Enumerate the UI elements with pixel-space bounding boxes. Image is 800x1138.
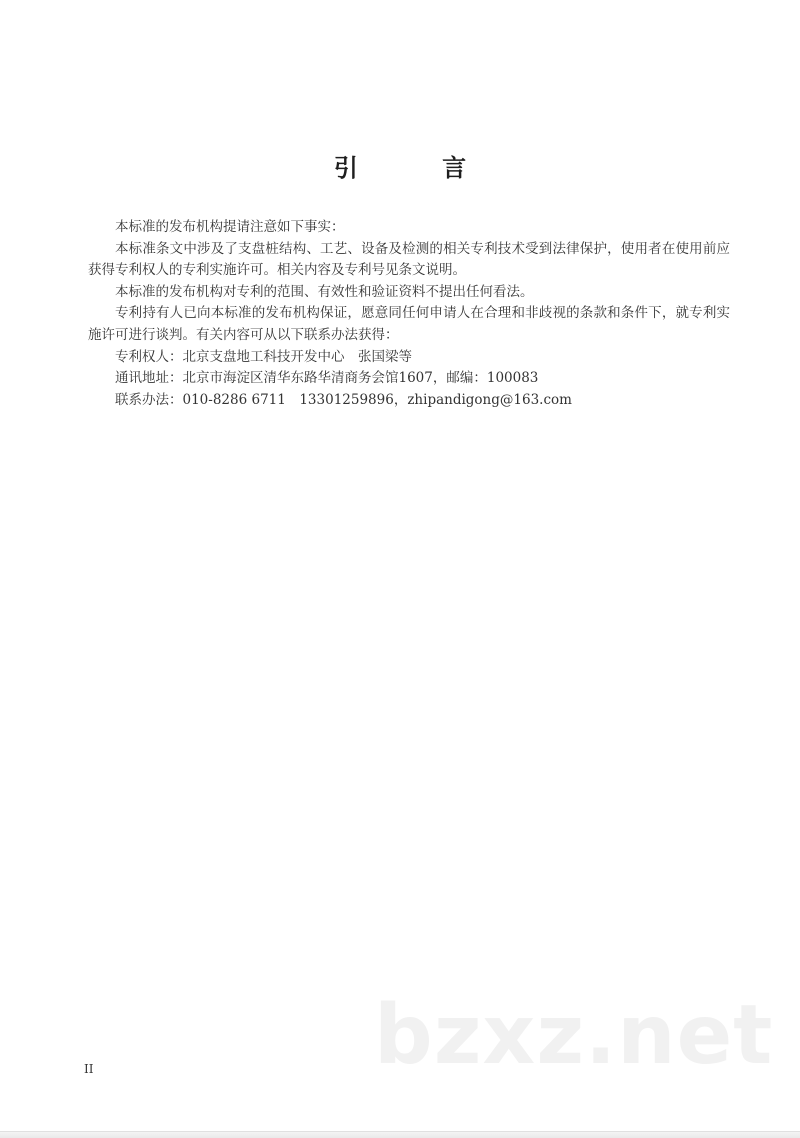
- paragraph-notice: 本标准的发布机构提请注意如下事实：: [115, 219, 345, 235]
- paragraph-contact: 联系办法：010-8286 6711 13301259896，zhipandigong@163.com: [115, 391, 572, 408]
- page-title: 引 言: [333, 154, 505, 182]
- paragraph-licensing: 专利持有人已向本标准的发布机构保证，愿意同任何申请人在合理和非歧视的条款和条件下，就专利实施许可进行谈判。有关内容可从以下联系办法获得：: [88, 305, 730, 343]
- paragraph-address: 通讯地址：北京市海淀区清华东路华清商务会馆1607，邮编：100083: [115, 370, 539, 387]
- body-text: [88, 217, 730, 411]
- paragraph-no-position: 本标准的发布机构对专利的范围、有效性和验证资料不提出任何看法。: [115, 283, 534, 300]
- paragraph-patent-holder: 专利权人：北京支盘地工科技开发中心 张国梁等: [115, 348, 412, 365]
- paragraph-patent-scope: 本标准条文中涉及了支盘桩结构、工艺、设备及检测的相关专利技术受到法律保护，使用者在使用前应获得专利权人的专利实施许可。相关内容及专利号见条文说明。: [88, 240, 730, 279]
- page-number: II: [84, 1062, 94, 1076]
- watermark: bzxz.net: [374, 988, 774, 1083]
